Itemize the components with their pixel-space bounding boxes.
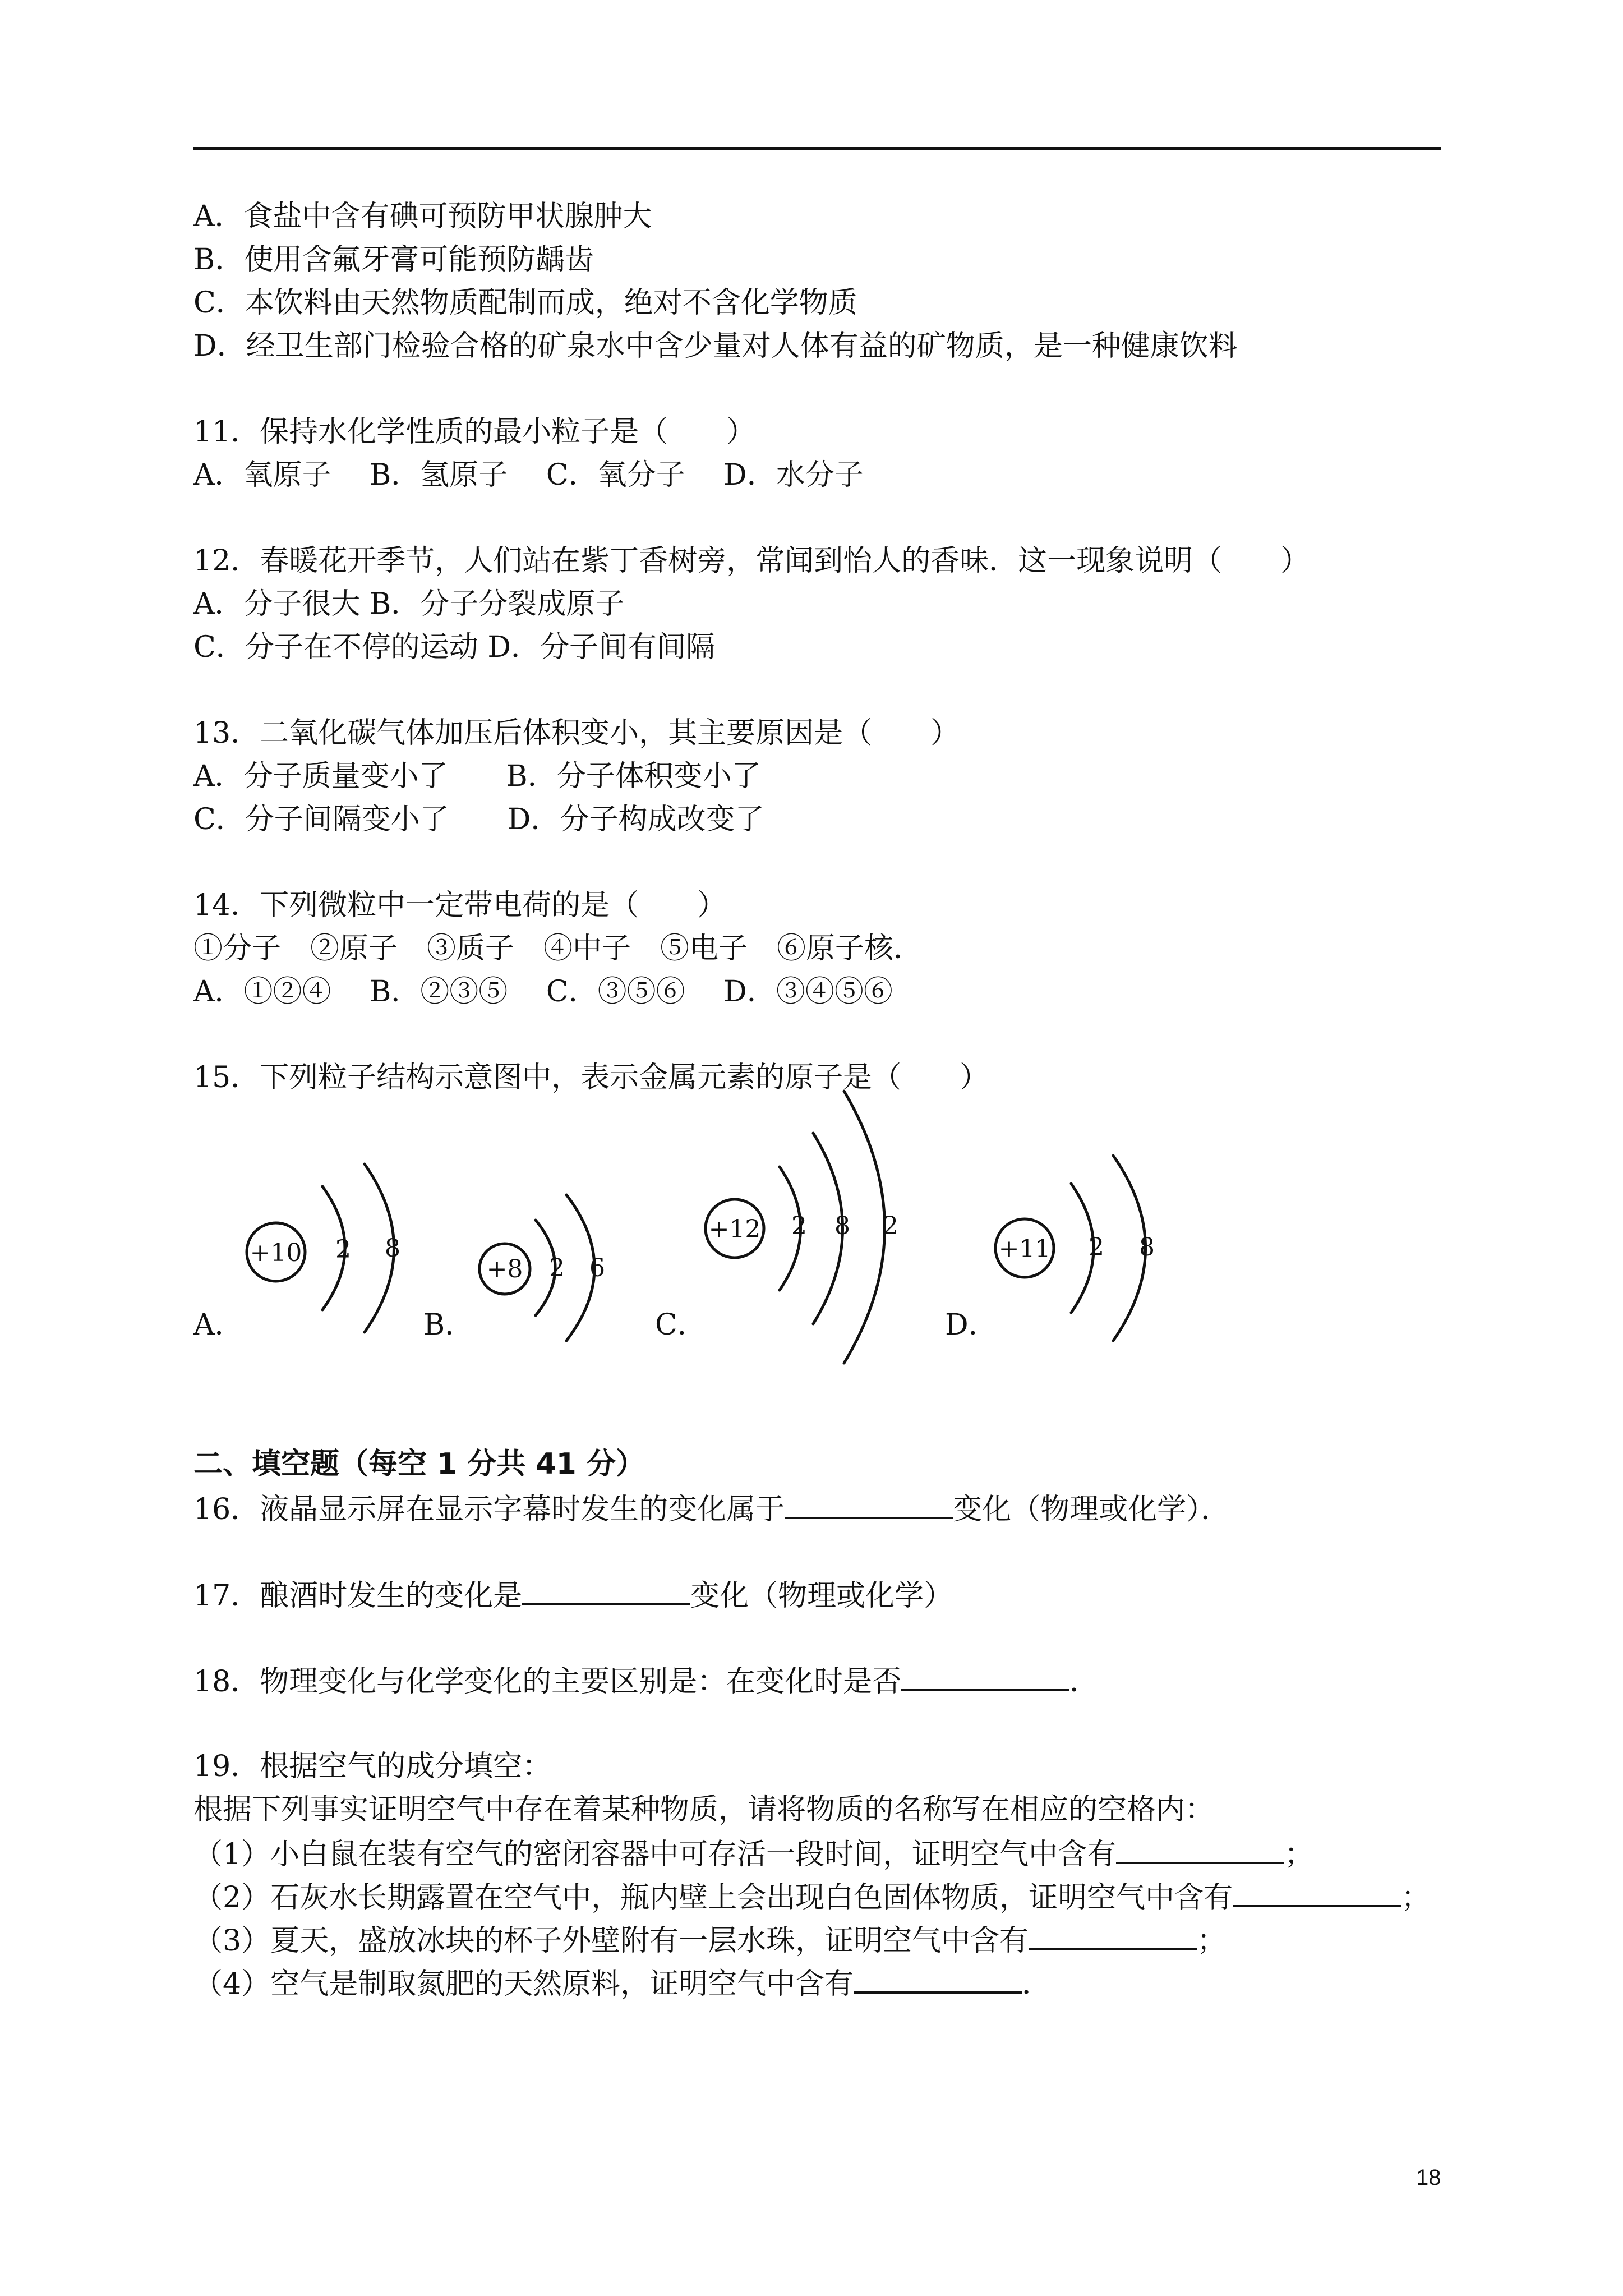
q11-stem: 11．保持水化学性质的最小粒子是（ ）: [193, 415, 756, 449]
page-number: 18: [1416, 2165, 1441, 2190]
q10-option-b: B．使用含氟牙膏可能预防龋齿: [193, 243, 594, 277]
diagram-b-nucleus-ring: [479, 1244, 530, 1294]
diagram-a-shell-2: [365, 1164, 394, 1332]
q15-stem: 15．下列粒子结构示意图中，表示金属元素的原子是（ ）: [193, 1061, 989, 1094]
diagram-b-shell-1-count: 2: [549, 1254, 565, 1282]
q12-options-row1: A．分子很大 B．分子分裂成原子: [193, 587, 625, 621]
q19-item-3-blank[interactable]: [1029, 1921, 1197, 1950]
q19-item-4-blank[interactable]: [854, 1964, 1022, 1994]
diagram-a-shell-1: [322, 1186, 345, 1310]
q19-item-1: [193, 1835, 1313, 1872]
q17-answer-blank[interactable]: [522, 1576, 690, 1605]
diagram-c-nucleus: +12: [708, 1215, 761, 1244]
diagram-b-shell-2-count: 6: [589, 1254, 605, 1282]
diagram-d-label: D．: [945, 1308, 998, 1342]
q16: [193, 1490, 1230, 1527]
q12-options-row2: C．分子在不停的运动 D．分子间有间隔: [193, 631, 716, 664]
q18: [193, 1662, 1099, 1700]
diagram-a-shell-2-count: 8: [385, 1234, 400, 1263]
diagram-d-shell-1: [1071, 1184, 1094, 1313]
diagram-b-shell-1: [536, 1220, 555, 1315]
diagram-b-nucleus: +8: [486, 1255, 523, 1283]
q19-intro: 根据下列事实证明空气中存在着某种物质，请将物质的名称写在相应的空格内：: [193, 1793, 1215, 1826]
q19-item-1-blank[interactable]: [1116, 1835, 1284, 1864]
diagram-c-label: C．: [655, 1308, 707, 1342]
diagram-b-shell-2: [566, 1195, 594, 1341]
diagram-a-nucleus-ring: [247, 1223, 305, 1281]
section-2-title: 二、填空题（每空 1 分共 41 分）: [193, 1447, 645, 1481]
q19-item-4: [193, 1964, 1051, 2002]
diagram-c-shell-1-count: 2: [791, 1212, 807, 1240]
q18-before: 18．物理变化与化学变化的主要区别是：在变化时是否: [193, 1665, 902, 1699]
q17-after: 变化（物理或化学）: [690, 1579, 953, 1613]
q19-item-2-after: ；: [1401, 1881, 1431, 1915]
q12-stem: 12．春暖花开季节，人们站在紫丁香树旁，常闻到怡人的香味．这一现象说明（ ）: [193, 544, 1310, 578]
diagram-a-label: A．: [193, 1308, 244, 1342]
q10-option-d: D．经卫生部门检验合格的矿泉水中含少量对人体有益的矿物质，是一种健康饮料: [193, 329, 1238, 363]
q18-after: ．: [1069, 1665, 1099, 1699]
diagram-c-shell-2-count: 8: [834, 1212, 850, 1240]
q10-option-c: C．本饮料由天然物质配制而成，绝对不含化学物质: [193, 286, 857, 320]
q11-options: A．氧原子 B．氢原子 C．氧分子 D．水分子: [193, 458, 864, 492]
q19-item-1-before: （1）小白鼠在装有空气的密闭容器中可存活一段时间，证明空气中含有: [193, 1838, 1117, 1871]
q19-item-1-after: ；: [1284, 1838, 1314, 1871]
q14-items: ①分子 ②原子 ③质子 ④中子 ⑤电子 ⑥原子核．: [193, 932, 923, 965]
diagram-a-shell-1-count: 2: [335, 1235, 351, 1264]
diagram-d-nucleus: +11: [998, 1235, 1051, 1263]
q10-option-a: A．食盐中含有碘可预防甲状腺肿大: [193, 200, 652, 233]
diagram-d-shell-2-count: 8: [1139, 1233, 1155, 1262]
q13-stem: 13．二氧化碳气体加压后体积变小，其主要原因是（ ）: [193, 716, 960, 750]
q16-after: 变化（物理或化学）．: [953, 1493, 1230, 1526]
diagram-c-nucleus-ring: [706, 1199, 764, 1258]
q14-stem: 14．下列微粒中一定带电荷的是（ ）: [193, 889, 727, 922]
diagram-c-shell-2: [813, 1133, 843, 1324]
q16-answer-blank[interactable]: [785, 1490, 953, 1519]
q17: [193, 1576, 953, 1614]
q19-item-4-after: ．: [1022, 1967, 1052, 2001]
q19-item-2: [193, 1878, 1430, 1916]
q13-options-row2: C．分子间隔变小了 D．分子构成改变了: [193, 803, 764, 836]
diagram-c-shell-3-count: 2: [883, 1212, 898, 1240]
diagram-c-shell-3: [844, 1091, 885, 1363]
q14-options: A．①②④ B．②③⑤ C．③⑤⑥ D．③④⑤⑥: [193, 975, 893, 1009]
diagram-d-shell-2: [1113, 1156, 1146, 1341]
diagram-d-nucleus-ring: [995, 1219, 1054, 1277]
q19-item-2-blank[interactable]: [1233, 1878, 1401, 1907]
q19-item-3: [193, 1921, 1226, 1959]
diagram-a-nucleus: +10: [250, 1239, 302, 1267]
q19-item-4-before: （4）空气是制取氮肥的天然原料，证明空气中含有: [193, 1967, 854, 2001]
header-rule: [193, 147, 1441, 150]
q13-options-row1: A．分子质量变小了 B．分子体积变小了: [193, 760, 761, 793]
q19-stem: 19．根据空气的成分填空：: [193, 1750, 552, 1783]
q17-before: 17．酿酒时发生的变化是: [193, 1579, 523, 1613]
q19-item-3-before: （3）夏天，盛放冰块的杯子外壁附有一层水珠，证明空气中含有: [193, 1924, 1029, 1958]
q16-before: 16．液晶显示屏在显示字幕时发生的变化属于: [193, 1493, 785, 1526]
diagram-d-shell-1-count: 2: [1089, 1233, 1104, 1262]
q19-item-2-before: （2）石灰水长期露置在空气中，瓶内壁上会出现白色固体物质，证明空气中含有: [193, 1881, 1233, 1915]
diagram-c-shell-1: [780, 1167, 801, 1290]
q19-item-3-after: ；: [1197, 1924, 1227, 1958]
q18-answer-blank[interactable]: [901, 1662, 1069, 1691]
diagram-b-label: B．: [423, 1308, 474, 1342]
